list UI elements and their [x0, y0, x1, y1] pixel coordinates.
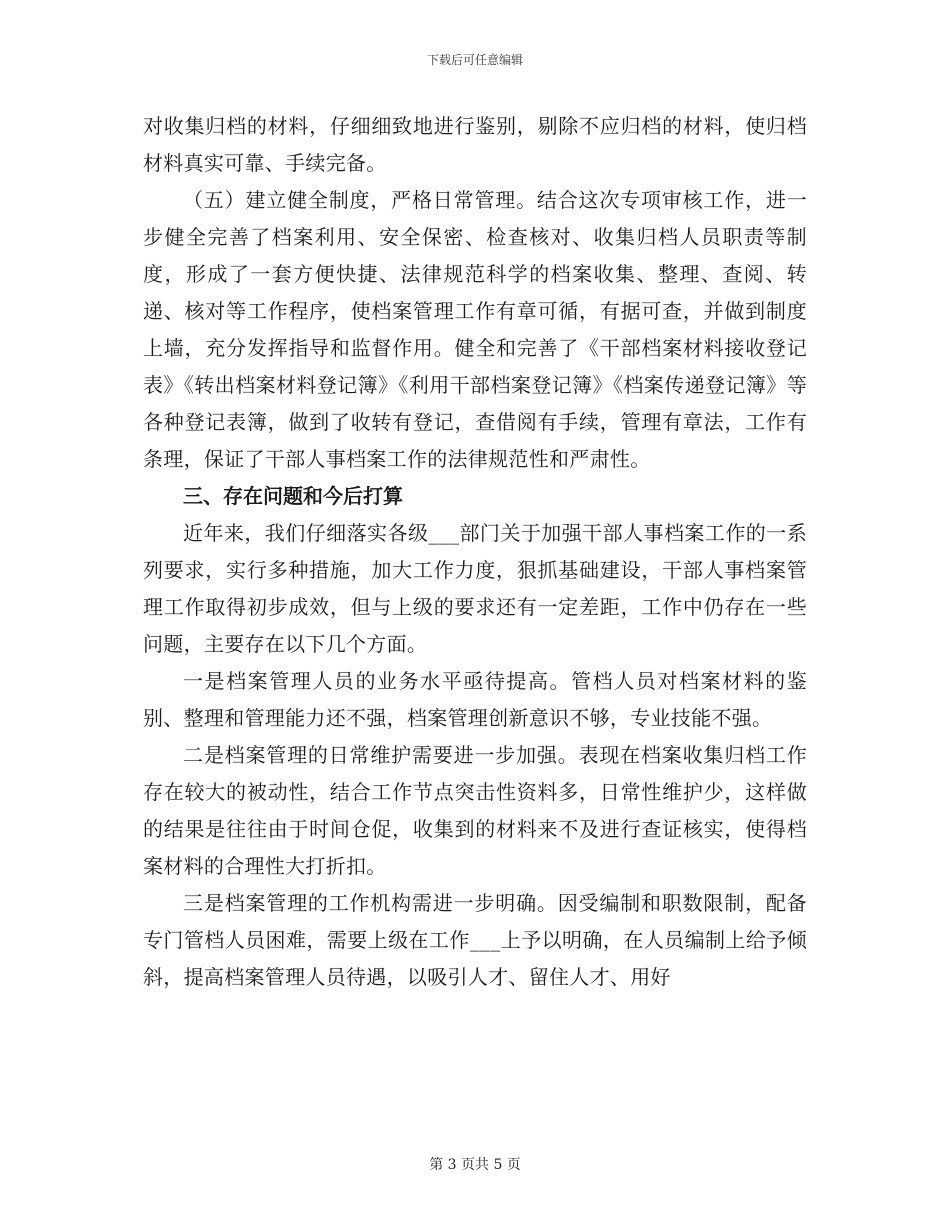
- paragraph-intro: 近年来，我们仔细落实各级___部门关于加强干部人事档案工作的一系列要求，实行多种措施，加大工作力度，狠抓基础建设，干部人事档案管理工作取得初步成效，但与上级的要求还有一定差距，工作中仍存在一些问题，主要存在以下几个方面。: [143, 521, 807, 656]
- paragraph-section-five: （五）建立健全制度，严格日常管理。结合这次专项审核工作，进一步健全完善了档案利用、安全保密、检查核对、收集归档人员职责等制度，形成了一套方便快捷、法律规范科学的档案收集、整理、查阅、转递、核对等工作程序，使档案管理工作有章可循，有据可查，并做到制度上墙，充分发挥指导和监督作用。健全和完善了《干部档案材料接收登记表》《转出档案材料登记簿》《利用干部档案登记簿》《档案传递登记簿》等各种登记表簿，做到了收转有登记，查借阅有手续，管理有章法，工作有条理，保证了干部人事档案工作的法律规范性和严肃性。: [143, 188, 807, 471]
- document-body: [143, 108, 807, 996]
- paragraph-issue-one: 一是档案管理人员的业务水平亟待提高。管档人员对档案材料的鉴别、整理和管理能力还不强，档案管理创新意识不够，专业技能不强。: [143, 669, 807, 730]
- paragraph-issue-three: 三是档案管理的工作机构需进一步明确。因受编制和职数限制，配备专门管档人员困难，需要上级在工作___上予以明确，在人员编制上给予倾斜，提高档案管理人员待遇，以吸引人才、留住人才、用好: [143, 891, 807, 989]
- paragraph-issue-two: 二是档案管理的日常维护需要进一步加强。表现在档案收集归档工作存在较大的被动性，结合工作节点突击性资料多，日常性维护少，这样做的结果是往往由于时间仓促，收集到的材料来不及进行查证核实，使得档案材料的合理性大打折扣。: [143, 743, 807, 878]
- page-number: 第 3 页共 5 页: [429, 1157, 521, 1173]
- section-heading: 三、存在问题和今后打算: [183, 484, 403, 508]
- paragraph-continuation: 对收集归档的材料，仔细细致地进行鉴别，剔除不应归档的材料，使归档材料真实可靠、手续完备。: [143, 114, 807, 175]
- page-header: 下载后可任意编辑: [426, 53, 523, 67]
